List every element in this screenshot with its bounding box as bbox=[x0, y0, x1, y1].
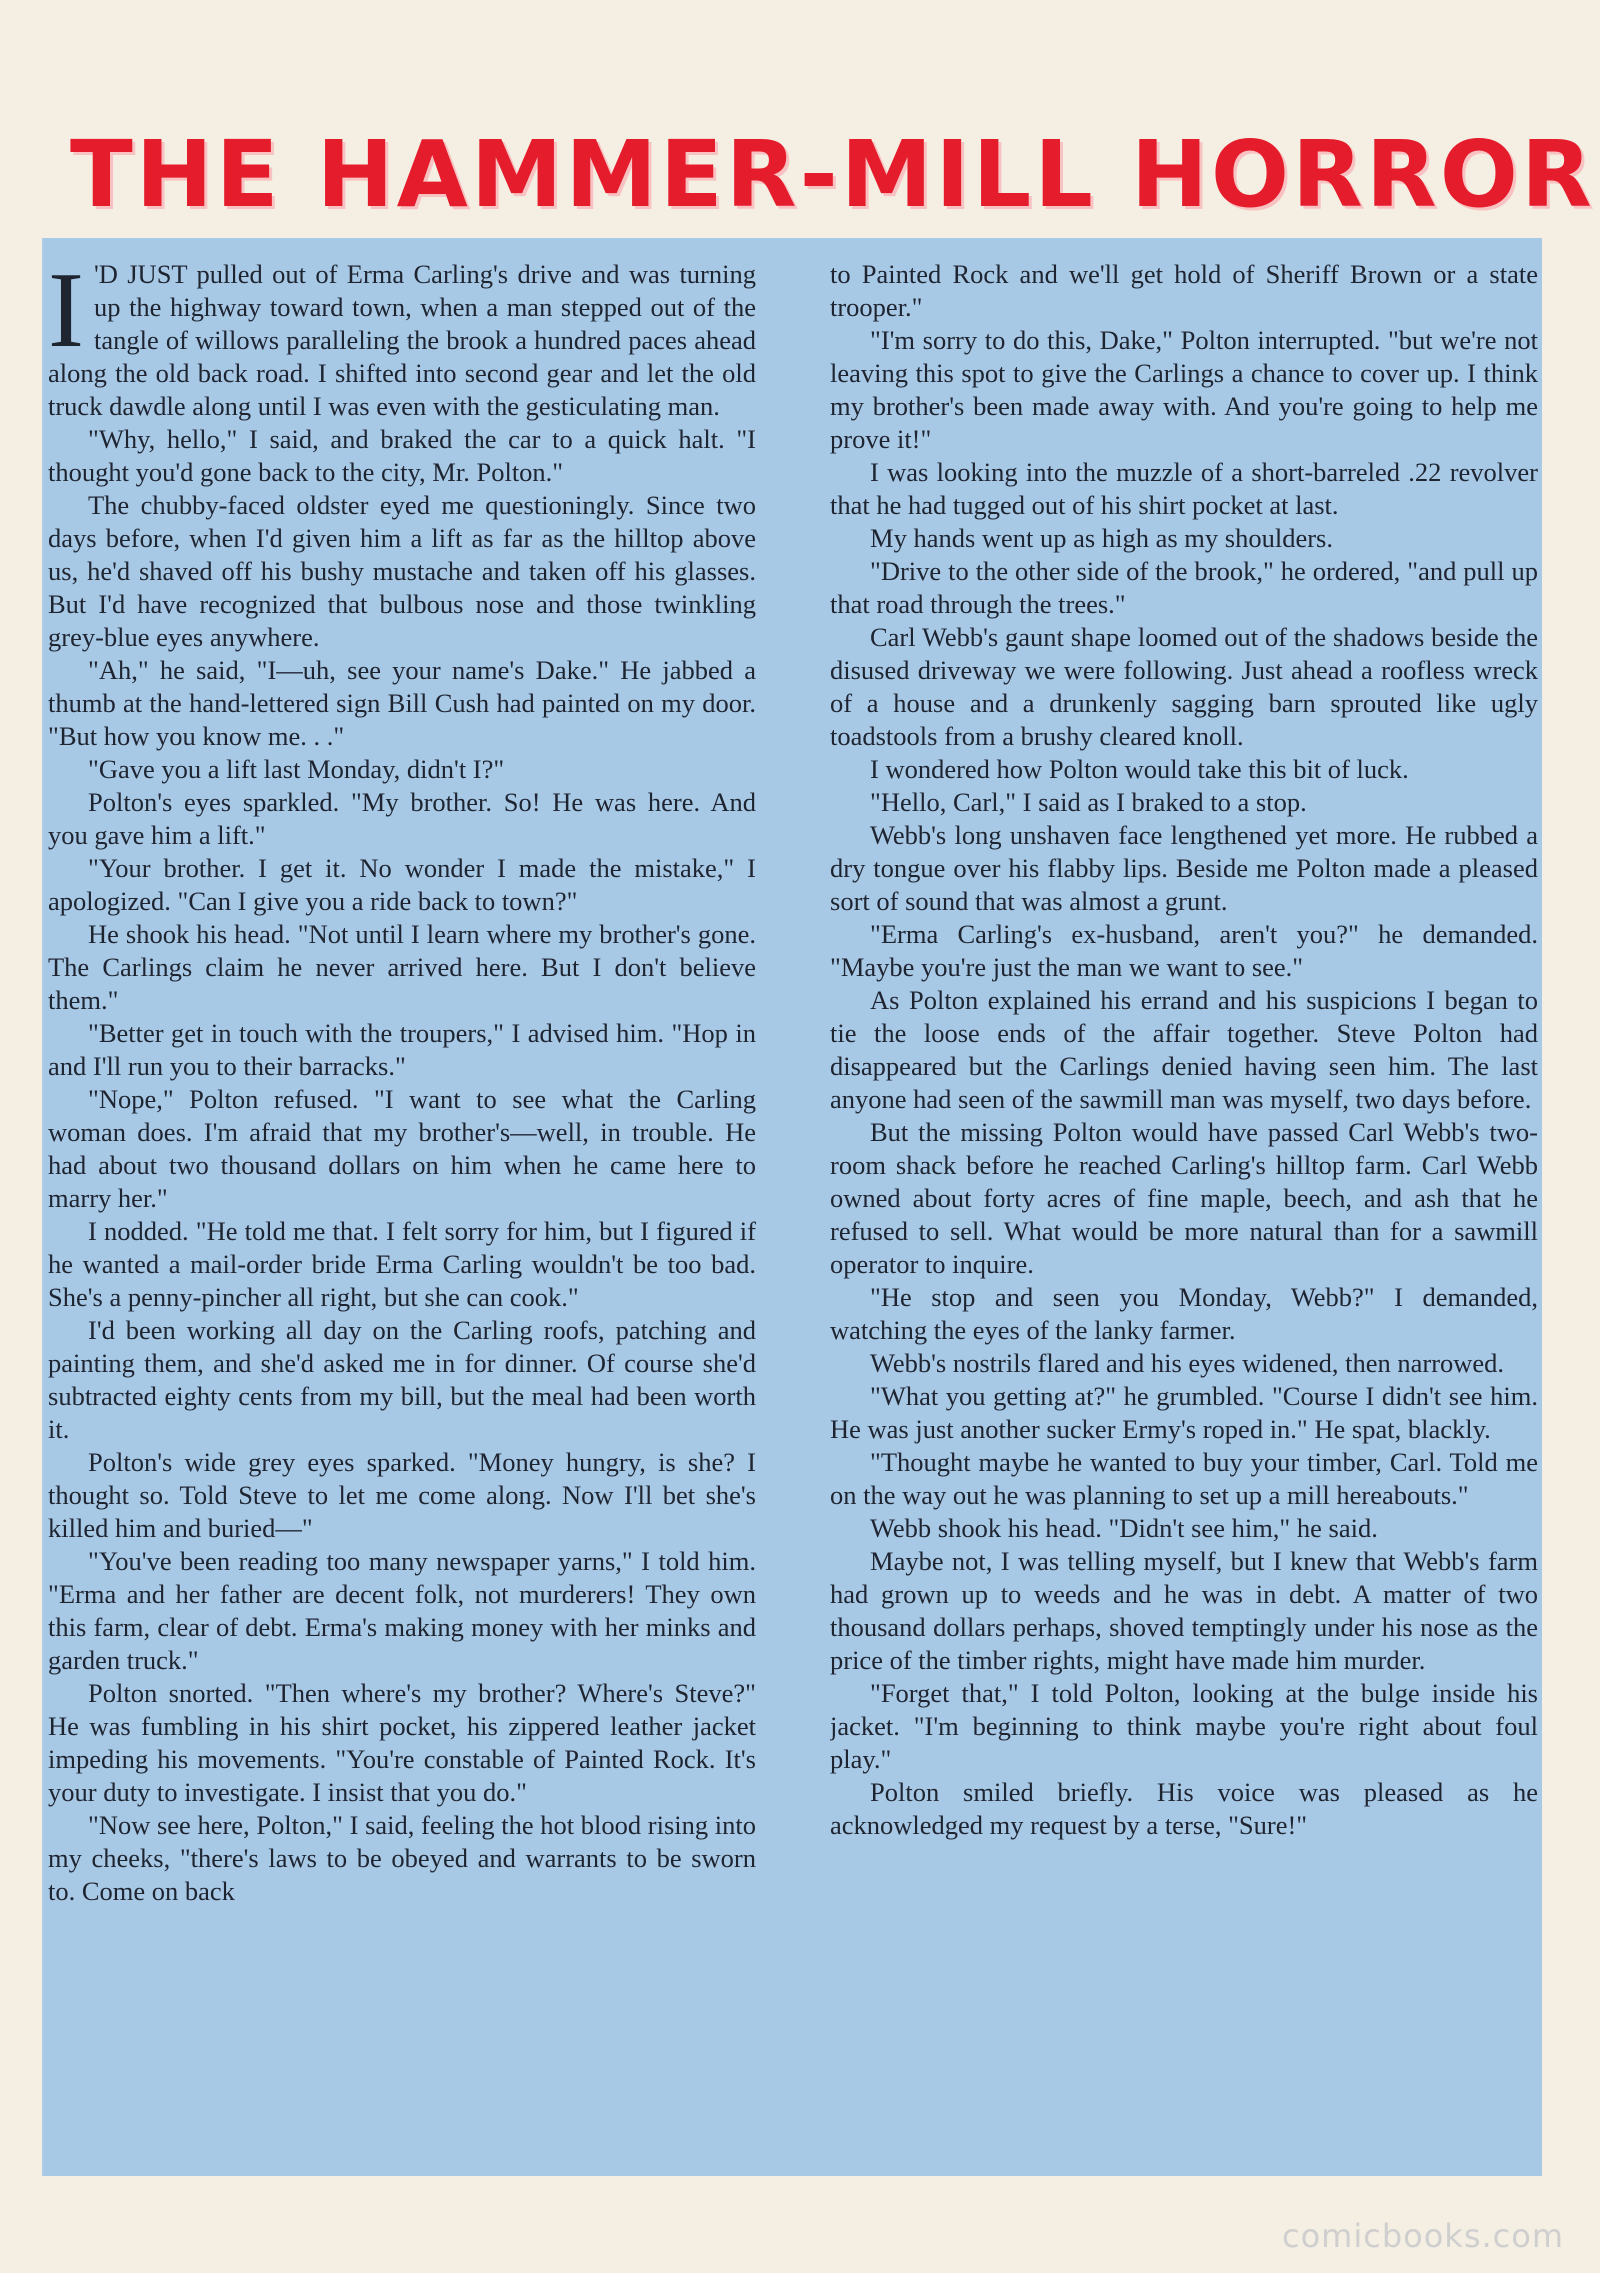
paragraph: "Better get in touch with the troupers," I advised him. "Hop in and I'll run you to their barracks." bbox=[48, 1018, 756, 1081]
story-title: THE HAMMER-MILL HORROR bbox=[70, 121, 1595, 228]
paragraph: "Thought maybe he wanted to buy your timber, Carl. Told me on the way out he was planning to set up a mill hereabouts." bbox=[830, 1447, 1538, 1510]
paragraph: "Forget that," I told Polton, looking at the bulge inside his jacket. "I'm beginning to think maybe you're right about foul play." bbox=[830, 1678, 1538, 1774]
paragraph: "Why, hello," I said, and braked the car to a quick halt. "I thought you'd gone back to the city, Mr. Polton." bbox=[48, 424, 756, 487]
paragraph: I'd been working all day on the Carling roofs, patching and painting them, and she'd asked me in for dinner. Of course she'd subtracted eighty cents from my bill, but the meal had been worth it. bbox=[48, 1315, 756, 1444]
paragraph: Maybe not, I was telling myself, but I knew that Webb's farm had grown up to weeds and he was in debt. A matter of two thousand dollars perhaps, shoved temptingly under his nose as the price of the timber rights, might have made him murder. bbox=[830, 1546, 1538, 1675]
paragraph: "Erma Carling's ex-husband, aren't you?" he demanded. "Maybe you're just the man we want to see." bbox=[830, 919, 1538, 982]
paragraph: Polton smiled briefly. His voice was pleased as he acknowledged my request by a terse, "Sure!" bbox=[830, 1777, 1538, 1840]
paragraph: My hands went up as high as my shoulders. bbox=[870, 523, 1333, 553]
drop-cap: I bbox=[48, 258, 84, 370]
paragraph: Polton's wide grey eyes sparked. "Money hungry, is she? I thought so. Told Steve to let me come along. Now I'll bet she's killed him and buried—" bbox=[48, 1447, 756, 1543]
paragraph: I 'D JUST pulled out of Erma Carling's drive and was turning up the highway toward town, when a man stepped out of the tangle of willows paralleling the brook a hundred paces ahead along the old back road. I shifted into second gear and let the old truck dawdle along until I was even with the gesticulating man. bbox=[48, 258, 756, 421]
paragraph: "You've been reading too many newspaper yarns," I told him. "Erma and her father are decent folk, not murderers! They own this farm, clear of debt. Erma's making money with her minks and garden truck." bbox=[48, 1546, 756, 1675]
paragraph: I was looking into the muzzle of a short-barreled .22 revolver that he had tugged out of his shirt pocket at last. bbox=[830, 457, 1538, 520]
paragraph: Webb shook his head. "Didn't see him," he said. bbox=[870, 1513, 1378, 1543]
watermark: comicbooks.com bbox=[1281, 2217, 1564, 2255]
paragraph: Webb's nostrils flared and his eyes widened, then narrowed. bbox=[870, 1348, 1505, 1378]
paragraph: "I'm sorry to do this, Dake," Polton interrupted. "but we're not leaving this spot to give the Carlings a chance to cover up. I think my brother's been made away with. And you're going to help me prove it!" bbox=[830, 325, 1538, 454]
paragraph: "He stop and seen you Monday, Webb?" I demanded, watching the eyes of the lanky farmer. bbox=[830, 1282, 1538, 1345]
paragraph: But the missing Polton would have passed Carl Webb's two-room shack before he reached Carling's hilltop farm. Carl Webb owned about forty acres of fine maple, beech, and ash that he refused to sell. What would be more natural than for a sawmill operator to inquire. bbox=[830, 1117, 1538, 1279]
paragraph: "Drive to the other side of the brook," he ordered, "and pull up that road through the trees." bbox=[830, 556, 1538, 619]
paragraph: The chubby-faced oldster eyed me questioningly. Since two days before, when I'd given him a lift as far as the hilltop above us, he'd shaved off his bushy mustache and taken off his glasses. But I'd have recognized that bulbous nose and those twinkling grey-blue eyes anywhere. bbox=[48, 490, 756, 652]
paragraph: I nodded. "He told me that. I felt sorry for him, but I figured if he wanted a mail-order bride Erma Carling wouldn't be too bad. She's a penny-pincher all right, but she can cook." bbox=[48, 1216, 756, 1312]
paragraph: "Ah," he said, "I—uh, see your name's Dake." He jabbed a thumb at the hand-lettered sign Bill Cush had painted on my door. "But how you know me. . ." bbox=[48, 655, 756, 751]
paragraph: "Now see here, Polton," I said, feeling the hot blood rising into my cheeks, "there's laws to be obeyed and warrants to be sworn to. Come on back bbox=[48, 1810, 756, 1906]
left-column bbox=[48, 258, 756, 2163]
paragraph: Polton's eyes sparkled. "My brother. So! He was here. And you gave him a lift." bbox=[48, 787, 756, 850]
paragraph: "Hello, Carl," I said as I braked to a stop. bbox=[870, 787, 1307, 817]
paragraph: "What you getting at?" he grumbled. "Course I didn't see him. He was just another sucker Ermy's roped in." He spat, blackly. bbox=[830, 1381, 1538, 1444]
right-column bbox=[830, 258, 1538, 2163]
paragraph: He shook his head. "Not until I learn where my brother's gone. The Carlings claim he never arrived here. But I don't believe them." bbox=[48, 919, 756, 1015]
paragraph: As Polton explained his errand and his suspicions I began to tie the loose ends of the affair together. Steve Polton had disappeared but the Carlings denied having seen him. The last anyone had seen of the sawmill man was myself, two days before. bbox=[830, 985, 1538, 1114]
paragraph: to Painted Rock and we'll get hold of Sheriff Brown or a state trooper." bbox=[830, 259, 1538, 322]
paragraph: "Gave you a lift last Monday, didn't I?" bbox=[88, 754, 505, 784]
paragraph: "Your brother. I get it. No wonder I made the mistake," I apologized. "Can I give you a ride back to town?" bbox=[48, 853, 756, 916]
paragraph: Webb's long unshaven face lengthened yet more. He rubbed a dry tongue over his flabby lips. Beside me Polton made a pleased sort of sound that was almost a grunt. bbox=[830, 820, 1538, 916]
paragraph: "Nope," Polton refused. "I want to see what the Carling woman does. I'm afraid that my brother's—well, in trouble. He had about two thousand dollars on him when he came here to marry her." bbox=[48, 1084, 756, 1213]
paragraph: I wondered how Polton would take this bit of luck. bbox=[870, 754, 1409, 784]
paragraph: Polton snorted. "Then where's my brother? Where's Steve?" He was fumbling in his shirt pocket, his zippered leather jacket impeding his movements. "You're constable of Painted Rock. It's your duty to investigate. I insist that you do." bbox=[48, 1678, 756, 1807]
paragraph: Carl Webb's gaunt shape loomed out of the shadows beside the disused driveway we were following. Just ahead a roofless wreck of a house and a drunkenly sagging barn sprouted like ugly toadstools from a brushy cleared knoll. bbox=[830, 622, 1538, 751]
